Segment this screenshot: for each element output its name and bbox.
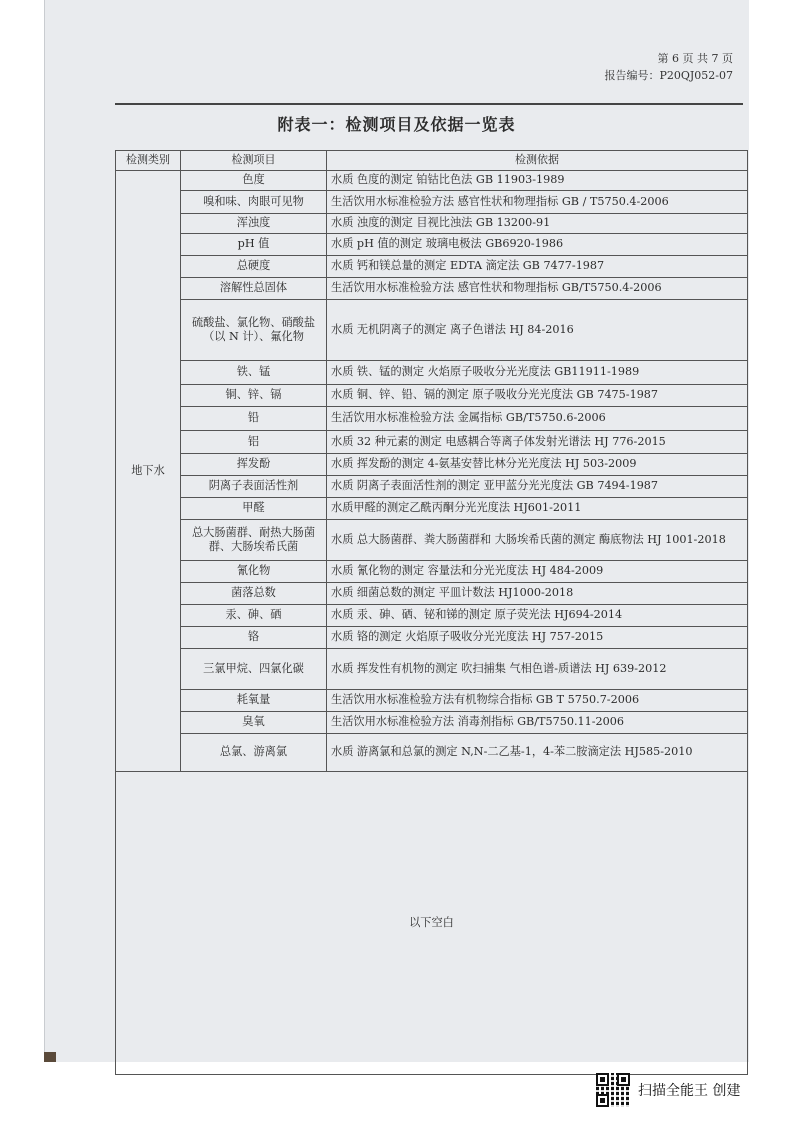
item-cell: 挥发酚 <box>181 454 327 476</box>
item-cell: 溶解性总固体 <box>181 278 327 300</box>
table-row <box>116 454 748 476</box>
basis-cell: 水质 铬的测定 火焰原子吸收分光光度法 HJ 757-2015 <box>327 627 748 649</box>
item-cell: 耗氧量 <box>181 690 327 712</box>
basis-cell: 水质 铁、锰的测定 火焰原子吸收分光光度法 GB11911-1989 <box>327 361 748 385</box>
basis-cell: 水质 汞、砷、硒、铋和锑的测定 原子荧光法 HJ694-2014 <box>327 605 748 627</box>
basis-cell: 水质 氰化物的测定 容量法和分光光度法 HJ 484-2009 <box>327 561 748 583</box>
basis-cell: 生活饮用水标准检验方法 消毒剂指标 GB/T5750.11-2006 <box>327 712 748 734</box>
basis-cell: 水质 挥发酚的测定 4-氨基安替比林分光光度法 HJ 503-2009 <box>327 454 748 476</box>
table-row <box>116 214 748 234</box>
item-cell: 色度 <box>181 171 327 191</box>
basis-cell: 水质 浊度的测定 目视比浊法 GB 13200-91 <box>327 214 748 234</box>
basis-cell: 水质 阴离子表面活性剂的测定 亚甲蓝分光光度法 GB 7494-1987 <box>327 476 748 498</box>
table-row <box>116 734 748 772</box>
table-row <box>116 690 748 712</box>
table-row <box>116 407 748 431</box>
header-rule <box>115 103 743 105</box>
table-row <box>116 561 748 583</box>
watermark-text: 扫描全能王 创建 <box>638 1083 741 1099</box>
page-title: 附表一：检测项目及依据一览表 <box>277 115 516 134</box>
basis-cell: 生活饮用水标准检验方法有机物综合指标 GB T 5750.7-2006 <box>327 690 748 712</box>
item-cell: 铅 <box>181 407 327 431</box>
table-row <box>116 583 748 605</box>
basis-cell: 水质 无机阴离子的测定 离子色谱法 HJ 84-2016 <box>327 300 748 361</box>
item-cell: 总硬度 <box>181 256 327 278</box>
basis-cell: 水质 总大肠菌群、粪大肠菌群和 大肠埃希氏菌的测定 酶底物法 HJ 1001-2018 <box>327 520 748 561</box>
table-row <box>116 605 748 627</box>
table-row <box>116 520 748 561</box>
item-cell: 菌落总数 <box>181 583 327 605</box>
table-row <box>116 278 748 300</box>
table-row <box>116 256 748 278</box>
table-row <box>116 171 748 191</box>
basis-cell: 水质 挥发性有机物的测定 吹扫捕集 气相色谱-质谱法 HJ 639-2012 <box>327 649 748 690</box>
item-cell: 铝 <box>181 431 327 454</box>
item-cell: 甲醛 <box>181 498 327 520</box>
item-cell: 三氯甲烷、四氯化碳 <box>181 649 327 690</box>
table-row <box>116 191 748 214</box>
item-cell: 嗅和味、肉眼可见物 <box>181 191 327 214</box>
table-row <box>116 498 748 520</box>
item-cell: 总氯、游离氯 <box>181 734 327 772</box>
basis-cell: 水质甲醛的测定乙酰丙酮分光光度法 HJ601-2011 <box>327 498 748 520</box>
item-cell: 铬 <box>181 627 327 649</box>
item-cell: 阴离子表面活性剂 <box>181 476 327 498</box>
basis-cell: 生活饮用水标准检验方法 感官性状和物理指标 GB/T5750.4-2006 <box>327 278 748 300</box>
basis-cell: 水质 细菌总数的测定 平皿计数法 HJ1000-2018 <box>327 583 748 605</box>
table-header-row <box>116 151 748 171</box>
basis-cell: 水质 铜、锌、铅、镉的测定 原子吸收分光光度法 GB 7475-1987 <box>327 385 748 407</box>
item-cell: 氰化物 <box>181 561 327 583</box>
basis-cell: 水质 32 种元素的测定 电感耦合等离子体发射光谱法 HJ 776-2015 <box>327 431 748 454</box>
table-row <box>116 234 748 256</box>
item-cell: 总大肠菌群、耐热大肠菌群、大肠埃希氏菌 <box>181 520 327 561</box>
table-row <box>116 627 748 649</box>
paper-edge-shadow <box>44 1052 56 1062</box>
table-row <box>116 649 748 690</box>
basis-cell: 水质 色度的测定 铂钴比色法 GB 11903-1989 <box>327 171 748 191</box>
table-row <box>116 361 748 385</box>
table-row <box>116 476 748 498</box>
report-number: 报告编号：P20QJ052-07 <box>604 69 733 82</box>
basis-cell: 生活饮用水标准检验方法 金属指标 GB/T5750.6-2006 <box>327 407 748 431</box>
table-row <box>116 300 748 361</box>
item-cell: 浑浊度 <box>181 214 327 234</box>
page-header <box>604 50 733 84</box>
item-cell: 汞、砷、硒 <box>181 605 327 627</box>
item-cell: 硫酸盐、氯化物、硝酸盐（以 N 计）、氟化物 <box>181 300 327 361</box>
basis-cell: 水质 钙和镁总量的测定 EDTA 滴定法 GB 7477-1987 <box>327 256 748 278</box>
table-row <box>116 385 748 407</box>
table-row <box>116 712 748 734</box>
qr-code-icon <box>596 1073 630 1107</box>
basis-cell: 水质 pH 值的测定 玻璃电极法 GB6920-1986 <box>327 234 748 256</box>
item-cell: 臭氧 <box>181 712 327 734</box>
item-cell: pH 值 <box>181 234 327 256</box>
category-cell: 地下水 <box>116 171 181 772</box>
basis-cell: 水质 游离氯和总氯的测定 N,N-二乙基-1，4-苯二胺滴定法 HJ585-2010 <box>327 734 748 772</box>
scanner-watermark <box>596 1073 740 1107</box>
table-row <box>116 431 748 454</box>
column-header-basis: 检测依据 <box>327 151 748 171</box>
column-header-item: 检测项目 <box>181 151 327 171</box>
blank-row <box>116 772 748 1075</box>
basis-cell: 生活饮用水标准检验方法 感官性状和物理指标 GB / T5750.4-2006 <box>327 191 748 214</box>
page-number: 第 6 页 共 7 页 <box>657 52 733 65</box>
item-cell: 铜、锌、镉 <box>181 385 327 407</box>
column-header-category: 检测类别 <box>116 151 181 171</box>
item-cell: 铁、锰 <box>181 361 327 385</box>
blank-note: 以下空白 <box>116 772 748 1075</box>
detection-items-table <box>115 150 748 1075</box>
